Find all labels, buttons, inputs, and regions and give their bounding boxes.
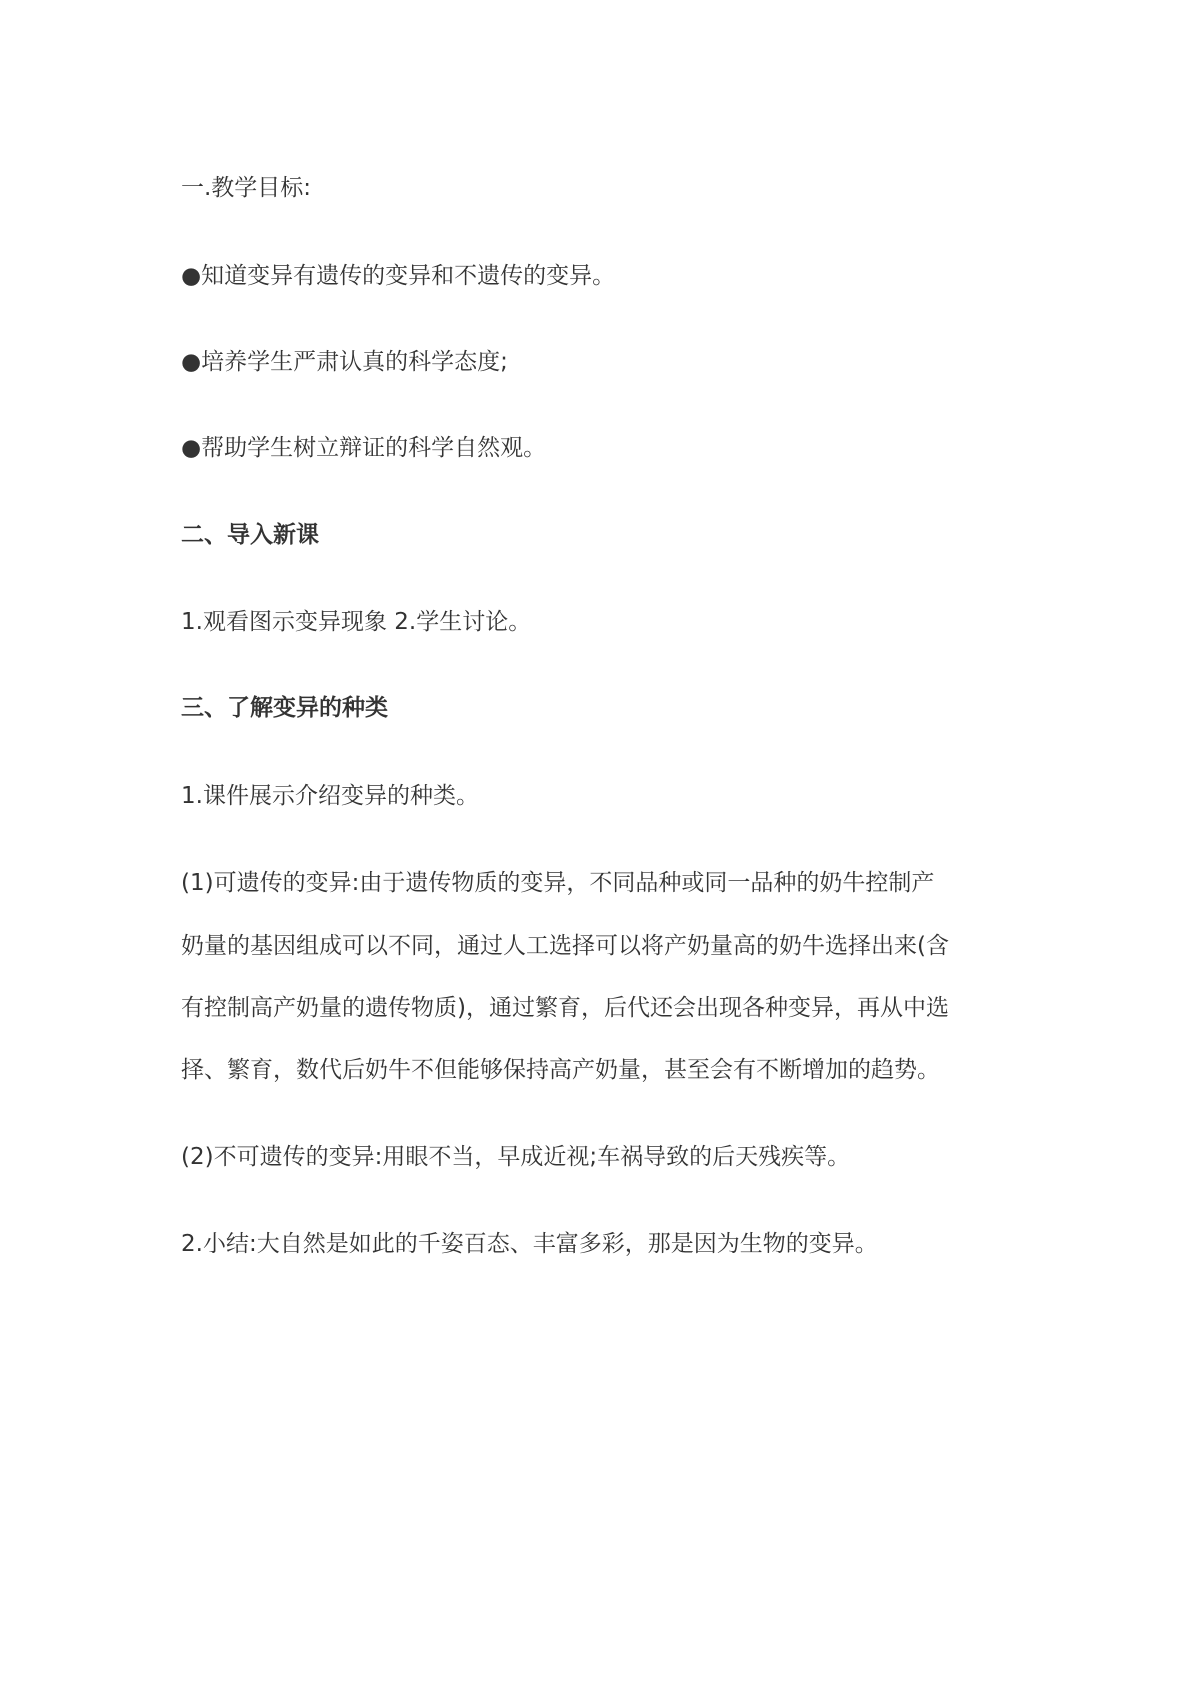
objective-item: ●培养学生严肃认真的科学态度;: [181, 349, 508, 375]
section1-title: 一.教学目标:: [181, 175, 312, 201]
objective-item: ●知道变异有遗传的变异和不遗传的变异。: [181, 263, 616, 289]
heritable-variation-line: 奶量的基因组成可以不同，通过人工选择可以将产奶量高的奶牛选择出来(含: [181, 933, 949, 959]
section2-text: 1.观看图示变异现象 2.学生讨论。: [181, 609, 532, 635]
section3-title: 三、了解变异的种类: [181, 695, 388, 721]
objective-item: ●帮助学生树立辩证的科学自然观。: [181, 435, 547, 461]
heritable-variation-line: (1)可遗传的变异:由于遗传物质的变异，不同品种或同一品种的奶牛控制产: [181, 870, 935, 896]
section3-item: 1.课件展示介绍变异的种类。: [181, 783, 479, 809]
heritable-variation-line: 择、繁育，数代后奶牛不但能够保持高产奶量，甚至会有不断增加的趋势。: [181, 1057, 940, 1083]
non-heritable-variation: (2)不可遗传的变异:用眼不当，早成近视;车祸导致的后天残疾等。: [181, 1144, 851, 1170]
summary-text: 2.小结:大自然是如此的千姿百态、丰富多彩，那是因为生物的变异。: [181, 1231, 878, 1257]
heritable-variation-line: 有控制高产奶量的遗传物质)，通过繁育，后代还会出现各种变异，再从中选: [181, 995, 949, 1021]
section2-title: 二、导入新课: [181, 522, 319, 548]
